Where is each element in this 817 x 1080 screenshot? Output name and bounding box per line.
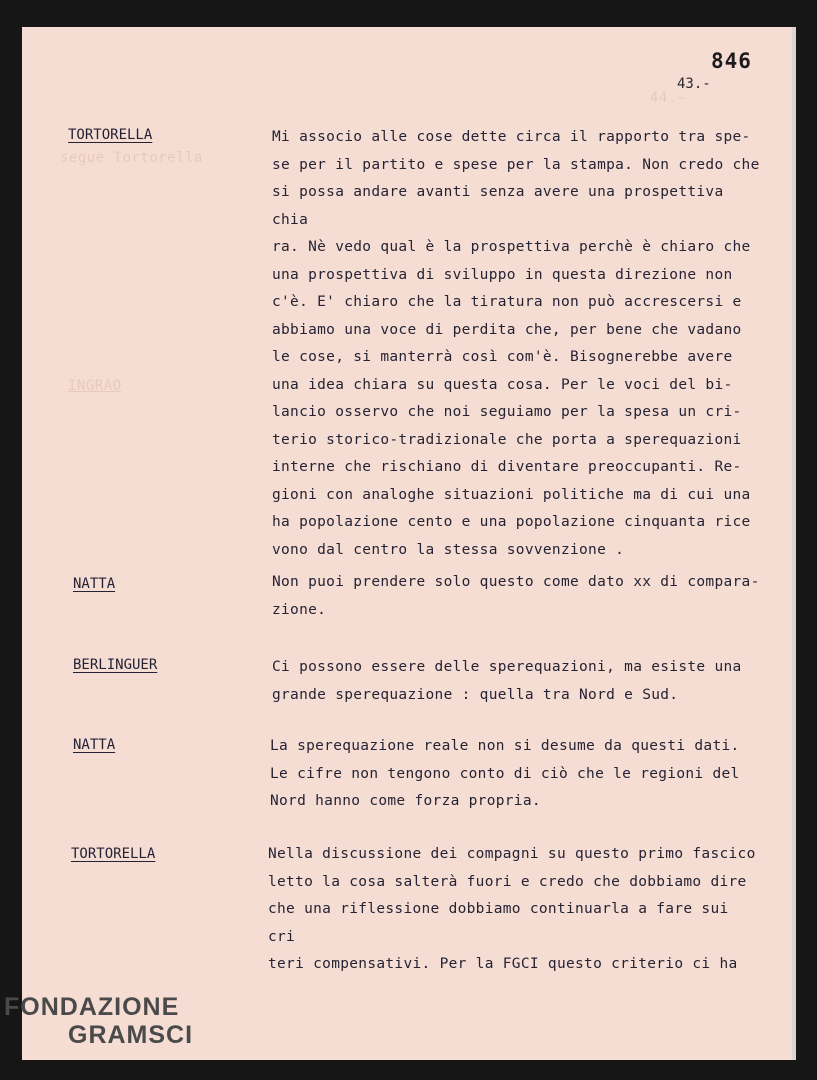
text-line: gioni con analoghe situazioni politiche ma di cui una	[272, 486, 751, 503]
text-line: Mi associo alle cose dette circa il rapporto tra spe-	[272, 129, 751, 145]
speaker-label: TORTORELLA	[68, 127, 153, 143]
bleed-through-speaker: INGRAO	[68, 378, 122, 394]
text-line: Le cifre non tengono conto di ciò che le regioni del	[270, 765, 740, 782]
text-line: Nord hanno come forza propria.	[270, 793, 541, 809]
text-line: ha popolazione cento e una popolazione cinquanta rice	[272, 514, 751, 530]
speaker-label: NATTA	[73, 576, 116, 592]
text-line: teri compensativi. Per la FGCI questo criterio ci ha	[268, 956, 738, 972]
text-line: vono dal centro la stessa sovvenzione .	[272, 541, 625, 558]
speech-text	[272, 124, 760, 564]
text-line: grande sperequazione : quella tra Nord e Sud.	[272, 686, 679, 703]
text-line: se per il partito e spese per la stampa. Non credo che	[272, 156, 760, 173]
archive-number: 846	[711, 49, 752, 73]
bleed-through-speaker: segue Tortorella	[60, 150, 203, 166]
text-line: una idea chiara su questa cosa. Per le voci del bi-	[272, 376, 733, 393]
speaker-label: TORTORELLA	[71, 846, 156, 862]
sheet-edge	[792, 27, 796, 1060]
text-line: ra. Nè vedo qual è la prospettiva perchè è chiaro che	[272, 239, 751, 255]
text-line: si possa andare avanti senza avere una prospettiva chia	[272, 184, 724, 228]
speaker-label: BERLINGUER	[73, 657, 158, 673]
logo-line-2: GRAMSCI	[68, 1021, 194, 1049]
text-line: zione.	[272, 601, 327, 618]
speaker-label: NATTA	[73, 737, 116, 753]
text-line: terio storico-tradizionale che porta a sperequazioni	[272, 431, 742, 448]
text-line: interne che rischiano di diventare preoccupanti. Re-	[272, 459, 742, 475]
text-line: letto la cosa salterà fuori e credo che dobbiamo dire	[268, 873, 747, 890]
text-line: Nella discussione dei compagni su questo primo fascico	[268, 846, 756, 862]
speech-text	[270, 733, 758, 816]
text-line: c'è. E' chiaro che la tiratura non può accrescersi e	[272, 294, 742, 310]
text-line: una prospettiva di sviluppo in questa direzione non	[272, 266, 733, 283]
text-line: lancio osservo che noi seguiamo per la spesa un cri-	[272, 404, 742, 420]
fondazione-gramsci-logo	[4, 993, 193, 1049]
bleed-through-page: 44.-	[650, 90, 686, 106]
logo-line-1: FONDAZIONE	[4, 993, 180, 1021]
text-line: che una riflessione dobbiamo continuarla a fare sui cri	[268, 901, 729, 945]
speech-text	[272, 654, 760, 709]
text-line: La sperequazione reale non si desume da questi dati.	[270, 738, 740, 754]
text-line: Non puoi prendere solo questo come dato xx di compara-	[272, 574, 760, 590]
speech-text	[268, 841, 756, 979]
text-line: Ci possono essere delle sperequazioni, ma esiste una	[272, 659, 742, 675]
text-line: abbiamo una voce di perdita che, per bene che vadano	[272, 321, 742, 338]
speech-text	[272, 569, 760, 624]
page-number: 43.-	[677, 76, 711, 92]
text-line: le cose, si manterrà così com'è. Bisognerebbe avere	[272, 349, 733, 365]
